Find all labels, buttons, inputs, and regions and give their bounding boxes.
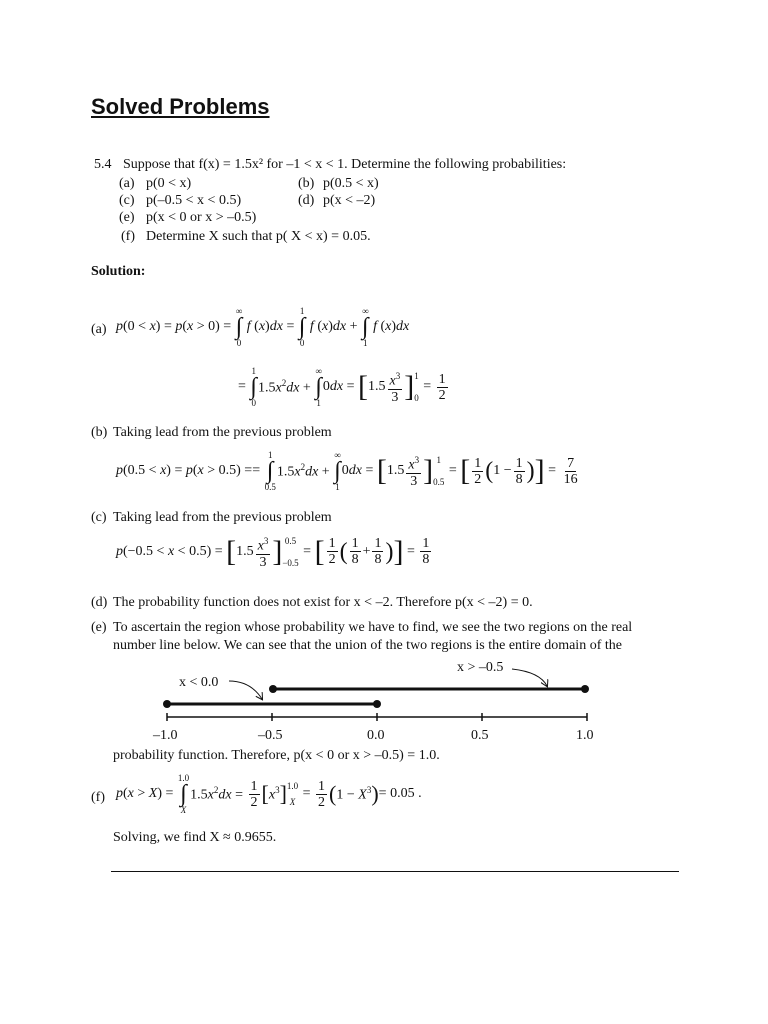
- solution-label-a: (a): [91, 322, 107, 337]
- solution-text-c: Taking lead from the previous problem: [113, 510, 332, 525]
- tick-label: 0.0: [367, 728, 385, 743]
- region-right-start-point: [269, 685, 277, 693]
- solution-label-d: (d): [91, 595, 108, 610]
- solution-label-c: (c): [91, 510, 107, 525]
- tick-label: 1.0: [576, 728, 594, 743]
- part-text-e: p(x < 0 or x > –0.5): [146, 210, 257, 225]
- solution-label-e: (e): [91, 620, 107, 635]
- part-label-e: (e): [119, 210, 135, 225]
- part-label-f: (f): [121, 229, 135, 244]
- part-label-d: (d): [298, 193, 315, 208]
- part-label-b: (b): [298, 176, 315, 191]
- bottom-divider: [111, 871, 679, 872]
- region-left-end-point: [373, 700, 381, 708]
- solution-label-f: (f): [91, 790, 105, 805]
- number-line-label-right: x > –0.5: [457, 660, 504, 675]
- solution-label-b: (b): [91, 425, 108, 440]
- solution-text-e-line2: number line below. We can see that the union of the two regions is the entire domain of the: [113, 638, 622, 653]
- region-right-end-point: [581, 685, 589, 693]
- equation-a-line1: p(0 < x) = p(x > 0) = ∞ ∫ 0 f (x)dx = 1 ∫ 0 f (x)dx + ∞ ∫ 1 f (x)dx: [116, 306, 410, 348]
- equation-b: p(0.5 < x) = p(x > 0.5) == 1 ∫ 0.5 $1.5x^2dx$ + ∞ ∫ 1 0dx = [ 1.5 $\frac{x^3}{3}$ ] 1 0.5 = [ $\frac{1}{2}$ ( 1 − $\frac{1}{8}$ ) ] = $\frac{7}{16}$: [116, 450, 578, 492]
- number-line-label-left: x < 0.0: [179, 675, 219, 690]
- part-text-b: p(0.5 < x): [323, 176, 379, 191]
- equation-a-line2: = 1 ∫ 0 $1.5x^2dx$ + ∞ ∫ 1 0dx = [ 1.5 $\frac{x^3}{3}$ ] 1 0 = $\frac{1}{2}$: [238, 366, 446, 408]
- page-title: Solved Problems: [91, 94, 270, 119]
- tick-label: –1.0: [153, 728, 178, 743]
- arrow-right-label: [512, 669, 547, 686]
- part-label-a: (a): [119, 176, 135, 191]
- solution-text-d: The probability function does not exist for x < –2. Therefore p(x < –2) = 0.: [113, 595, 533, 610]
- part-text-a: p(0 < x): [146, 176, 192, 191]
- solution-label: Solution:: [91, 264, 146, 279]
- part-label-c: (c): [119, 193, 135, 208]
- solution-result-f: Solving, we find X ≈ 0.9655.: [113, 830, 277, 845]
- tick-label: 0.5: [471, 728, 489, 743]
- equation-f: p(x > X) = 1.0 ∫ X $1.5x^2dx$ = $\frac{1}{2}$ [ $x^3$ ] 1.0 X = $\frac{1}{2}$ ( $1 - X^3$ ) = 0.05 .: [116, 773, 422, 815]
- part-text-d: p(x < –2): [323, 193, 376, 208]
- arrow-left-label: [229, 681, 262, 699]
- solution-text-b: Taking lead from the previous problem: [113, 425, 332, 440]
- solution-text-e-line3: probability function. Therefore, p(x < 0 or x > –0.5) = 1.0.: [113, 748, 440, 763]
- problem-statement: Suppose that f(x) = 1.5x² for –1 < x < 1. Determine the following probabilities:: [123, 157, 567, 172]
- part-text-c: p(–0.5 < x < 0.5): [146, 193, 242, 208]
- part-text-f: Determine X such that p( X < x) = 0.05.: [146, 229, 371, 244]
- problem-number: 5.4: [94, 157, 112, 172]
- region-left-start-point: [163, 700, 171, 708]
- tick-label: –0.5: [258, 728, 283, 743]
- solution-text-e-line1: To ascertain the region whose probability we have to find, we see the two regions on the real: [113, 620, 633, 635]
- equation-c: p(−0.5 < x < 0.5) = [ 1.5 $\frac{x^3}{3}$ ] 0.5 −0.5 = [ $\frac{1}{2}$ ( $\frac{1}{8}$ + $\frac{1}{8}$ ) ] = $\frac{1}{8}$: [116, 534, 430, 570]
